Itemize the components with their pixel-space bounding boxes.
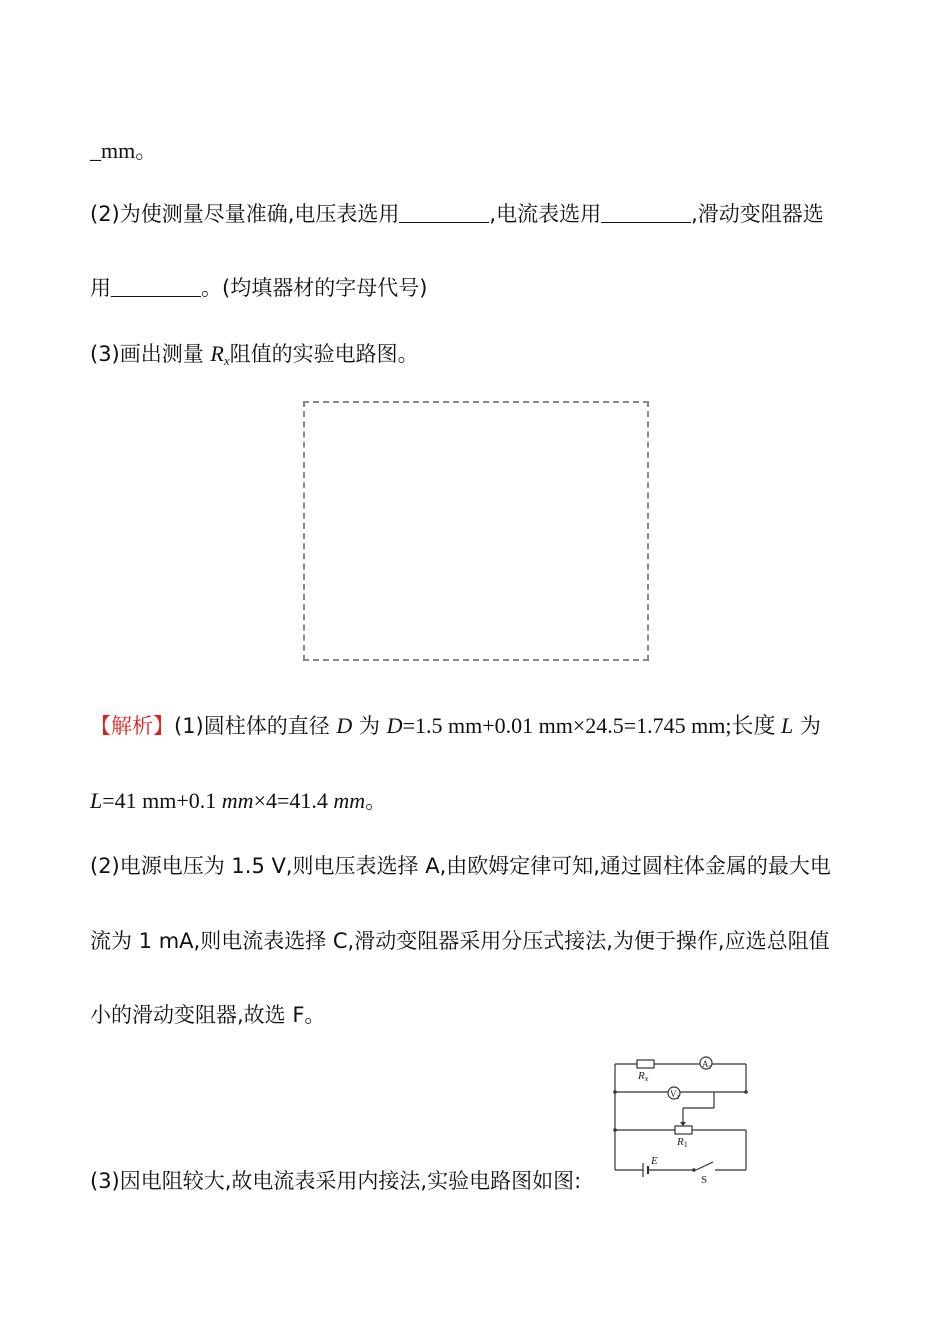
rheostat-answer-blank[interactable] [111,276,201,297]
analysis-line-2 [90,786,386,816]
q1-answer-line [90,136,157,166]
q2-text-instruction: 。(均填器材的字母代号) [201,276,428,300]
q3-var: R [210,341,224,366]
analysis-tag: 【解析】 [90,714,174,738]
a1-L2: L [90,788,103,813]
ammeter-label: $A_1$ [702,1059,712,1071]
q3-prompt [90,339,419,376]
ammeter-answer-blank[interactable] [601,202,691,223]
switch-blade [696,1162,713,1170]
a1-mm2: mm [333,788,366,813]
q2-text-rheostat: ,滑动变阻器选 [691,202,824,226]
switch-contact [692,1168,696,1172]
analysis-p2-line-2: 流为 1 mA,则电流表选择 C,滑动变阻器采用分压式接法,为便于操作,应选总阻值 [90,929,830,953]
analysis-p2-line-3: 小的滑动变阻器,故选 F。 [90,1003,326,1027]
q1-blank: _ [90,138,101,163]
rheostat-label: R1 [677,1136,688,1149]
a1-D2: D [386,713,403,738]
a1-d: 为 [793,714,821,738]
switch-label: S [701,1174,708,1186]
q2-text-ammeter: ,电流表选用 [489,202,602,226]
circuit-drawing-area[interactable] [303,401,649,661]
rx-label: Rx [638,1070,649,1083]
analysis-p3: (3)因电阻较大,故电流表采用内接法,实验电路图如图: [90,1169,582,1193]
a1-L1: L [780,713,794,738]
q3-prefix: (3)画出测量 [90,342,211,366]
a1-g: 。 [365,789,387,813]
a1-b: 为 [352,714,387,738]
q2-line-1 [90,199,824,229]
q3-var-sub: x [223,353,230,368]
junction-dot [744,1090,748,1094]
voltmeter-answer-blank[interactable] [399,202,489,223]
a1-e: =41 mm+0.1 [102,788,222,813]
a1-D1: D [336,713,353,738]
a1-c: =1.5 mm+0.01 mm×24.5=1.745 mm;长度 [402,713,781,738]
a1-f: ×4=41.4 [253,788,334,813]
emf-label: E [651,1155,658,1167]
rx-resistor [637,1060,654,1068]
q2-text-voltmeter: (2)为使测量尽量准确,电压表选用 [90,202,400,226]
circuit-diagram [605,1050,755,1190]
q3-suffix: 阻值的实验电路图。 [229,342,419,366]
voltmeter-label: $V_1$ [670,1089,680,1101]
q2-text-yong: 用 [90,276,111,300]
q1-unit: mm。 [101,138,158,163]
a1-a: (1)圆柱体的直径 [174,714,337,738]
a1-mm1: mm [221,788,254,813]
analysis-line-1 [90,711,821,741]
junction-dot [613,1090,617,1094]
junction-dot [613,1128,617,1132]
q2-line-2 [90,273,427,303]
rheostat [675,1126,692,1134]
analysis-p2-line-1: (2)电源电压为 1.5 V,则电压表选择 A,由欧姆定律可知,通过圆柱体金属的最大电 [90,854,831,878]
